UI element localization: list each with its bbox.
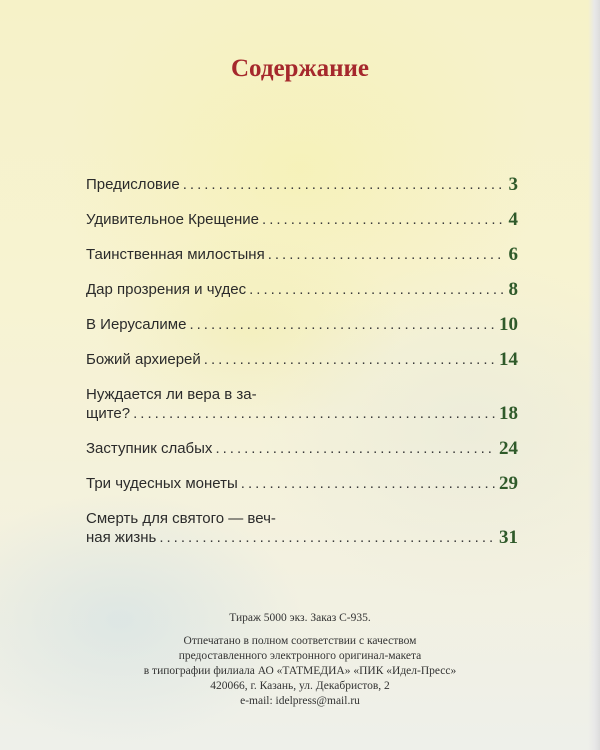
toc-entry xyxy=(86,351,518,369)
toc-entry-title-line1: Смерть для святого — веч- xyxy=(86,510,276,527)
toc-entry xyxy=(86,176,518,194)
dot-leader xyxy=(189,316,495,334)
toc-page-number: 14 xyxy=(499,349,518,370)
toc-page-number: 8 xyxy=(508,279,518,300)
toc-entry-title: В Иерусалиме xyxy=(86,316,187,333)
toc-entry-title: Таинственная милостыня xyxy=(86,246,265,263)
toc-entry xyxy=(86,475,518,493)
dot-leader xyxy=(241,475,495,493)
toc-entry-title: Божий архиерей xyxy=(86,351,201,368)
toc-entry-title: Удивительное Крещение xyxy=(86,211,260,228)
toc-page-number: 18 xyxy=(499,403,518,424)
toc-page-number: 10 xyxy=(499,314,518,335)
imprint-line: предоставленного электронного оригинал-макета xyxy=(178,650,422,662)
toc-entry-title-line2: ная жизнь xyxy=(86,529,157,546)
toc-entry-title: Заступник слабых xyxy=(86,440,213,457)
toc-page-number: 3 xyxy=(508,174,518,195)
toc-entry-title-line2: щите? xyxy=(86,405,131,422)
table-of-contents xyxy=(86,176,518,564)
toc-page-number: 6 xyxy=(508,244,518,265)
imprint-email: e-mail: idelpress@mail.ru xyxy=(240,695,360,707)
imprint-block xyxy=(0,611,600,709)
imprint-line: в типографии филиала АО «ТАТМЕДИА» «ПИК «Идел-Пресс» xyxy=(143,665,457,677)
dot-leader xyxy=(204,351,495,369)
toc-page-number: 29 xyxy=(499,473,518,494)
toc-entry-title-line1: Нуждается ли вера в за- xyxy=(86,386,257,403)
toc-entry xyxy=(86,440,518,458)
dot-leader xyxy=(133,405,495,423)
toc-page-number: 4 xyxy=(508,209,518,230)
toc-entry xyxy=(86,281,518,299)
dot-leader xyxy=(215,440,495,458)
imprint-circulation: Тираж 5000 экз. Заказ С-935. xyxy=(229,612,371,624)
toc-page-number: 31 xyxy=(499,527,518,548)
toc-entry-title: Дар прозрения и чудес xyxy=(86,281,247,298)
dot-leader xyxy=(262,211,504,229)
imprint-address: 420066, г. Казань, ул. Декабристов, 2 xyxy=(210,680,390,692)
dot-leader xyxy=(268,246,505,264)
dot-leader xyxy=(249,281,504,299)
imprint-line: Отпечатано в полном соответствии с качеством xyxy=(183,635,417,647)
toc-entry xyxy=(86,316,518,334)
page-title: Содержание xyxy=(230,55,369,82)
toc-entry xyxy=(86,246,518,264)
toc-entry xyxy=(86,211,518,229)
toc-entry xyxy=(86,510,518,547)
toc-page-number: 24 xyxy=(499,438,518,459)
toc-entry-title: Три чудесных монеты xyxy=(86,475,238,492)
dot-leader xyxy=(183,176,505,194)
dot-leader xyxy=(159,529,495,547)
toc-entry-title: Предисловие xyxy=(86,176,180,193)
toc-entry xyxy=(86,386,518,423)
